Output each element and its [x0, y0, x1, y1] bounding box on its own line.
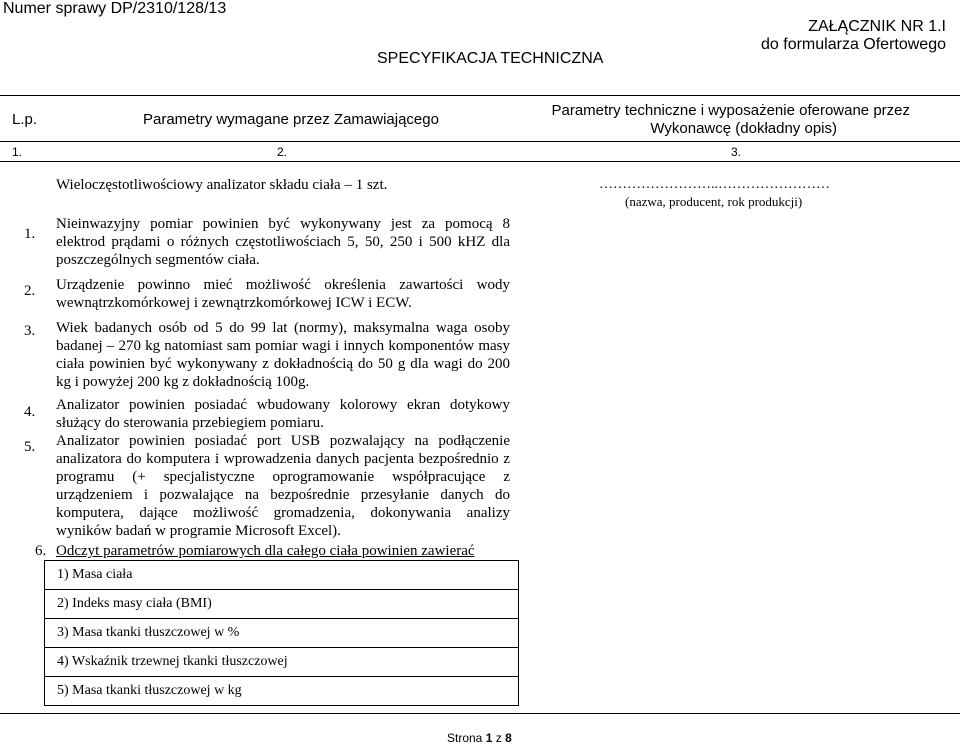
- requirement-6-number: 6.: [35, 543, 47, 559]
- table-bottom-border: [0, 713, 960, 714]
- requirement-6-text: Odczyt parametrów pomiarowych dla całego ciała powinien zawierać: [56, 543, 475, 559]
- requirement-4-number: 4.: [24, 404, 36, 420]
- requirement-3-text: Wiek badanych osób od 5 do 99 lat (normy), maksymalna waga osoby badanej – 270 kg natomiast sam pomiar wagi i innych komponentów masy ciała powinien być wykonywany z dokładnością do 50 g dla wagi do 200 kg i powyżej 200 kg z dokładnością 100g.: [56, 320, 510, 390]
- requirement-2-number: 2.: [24, 283, 36, 299]
- annex-subtitle: do formularza Ofertowego: [761, 36, 946, 53]
- spec-title: SPECYFIKACJA TECHNICZNA: [377, 50, 604, 67]
- sub-item-box: [44, 647, 519, 677]
- sub-item-label: 4) Wskaźnik trzewnej tkanki tłuszczowej: [57, 654, 288, 669]
- sub-item-box: [44, 618, 519, 648]
- product-dots: ……………………..……………………: [599, 177, 830, 192]
- sub-item-label: 3) Masa tkanki tłuszczowej w %: [57, 625, 240, 640]
- page-footer: [447, 731, 512, 745]
- sub-item-box: [44, 589, 519, 619]
- sub-item-label: 1) Masa ciała: [57, 567, 133, 582]
- header-bottom-border: [0, 141, 960, 142]
- page-of: z: [495, 731, 502, 745]
- requirement-5-text: Analizator powinien posiadać port USB pozwalający na podłączenie analizatora do komputera i wprowadzenia danych pacjenta bezpośrednio z programu (+ specjalistyczne oprogramowanie współpracujące z urządzeniem i pozwalające na bezpośrednie przesyłanie danych do komputera, dające możliwość gromadzenia, dokonywania analizy wyników badań w programie Microsoft Excel).: [56, 433, 510, 539]
- page-number: 1: [485, 731, 493, 745]
- col-required-header: Parametry wymagane przez Zamawiającego: [143, 111, 439, 128]
- sub-item-label: 2) Indeks masy ciała (BMI): [57, 596, 212, 611]
- product-dots-caption: (nazwa, producent, rok produkcji): [625, 194, 803, 209]
- numbers-bottom-border: [0, 161, 960, 162]
- sub-item-box: [44, 676, 519, 706]
- col-number-2: 2.: [277, 145, 288, 159]
- col-offered-header-line2: Wykonawcę (dokładny opis): [650, 120, 837, 137]
- product-name: Wieloczęstotliwościowy analizator składu ciała – 1 szt.: [56, 177, 388, 193]
- col-number-3: 3.: [731, 145, 742, 159]
- requirement-1-text: Nieinwazyjny pomiar powinien być wykonywany jest za pomocą 8 elektrod prądami o różnych częstotliwościach 5, 50, 250 i 500 kHZ dla poszczególnych segmentów ciała.: [56, 216, 510, 268]
- annex-title: ZAŁĄCZNIK NR 1.I: [808, 18, 946, 35]
- case-number: Numer sprawy DP/2310/128/13: [3, 0, 227, 17]
- col-number-1: 1.: [12, 145, 23, 159]
- sub-item-label: 5) Masa tkanki tłuszczowej w kg: [57, 683, 242, 698]
- col-lp-header: L.p.: [12, 111, 38, 128]
- requirement-3-number: 3.: [24, 323, 36, 339]
- col-offered-header-line1: Parametry techniczne i wyposażenie oferowane przez: [551, 102, 910, 119]
- requirement-2-text: Urządzenie powinno mieć możliwość określenia zawartości wody wewnątrzkomórkowej i zewnątrzkomórkowej ICW i ECW.: [56, 277, 510, 311]
- sub-item-box: [44, 560, 519, 590]
- requirement-5-number: 5.: [24, 439, 36, 455]
- requirement-1-number: 1.: [24, 226, 36, 242]
- header-top-border: [0, 95, 960, 96]
- page-label: Strona: [447, 731, 483, 745]
- requirement-4-text: Analizator powinien posiadać wbudowany kolorowy ekran dotykowy służący do sterowania przebiegiem pomiaru.: [56, 397, 510, 431]
- page-total: 8: [505, 731, 512, 745]
